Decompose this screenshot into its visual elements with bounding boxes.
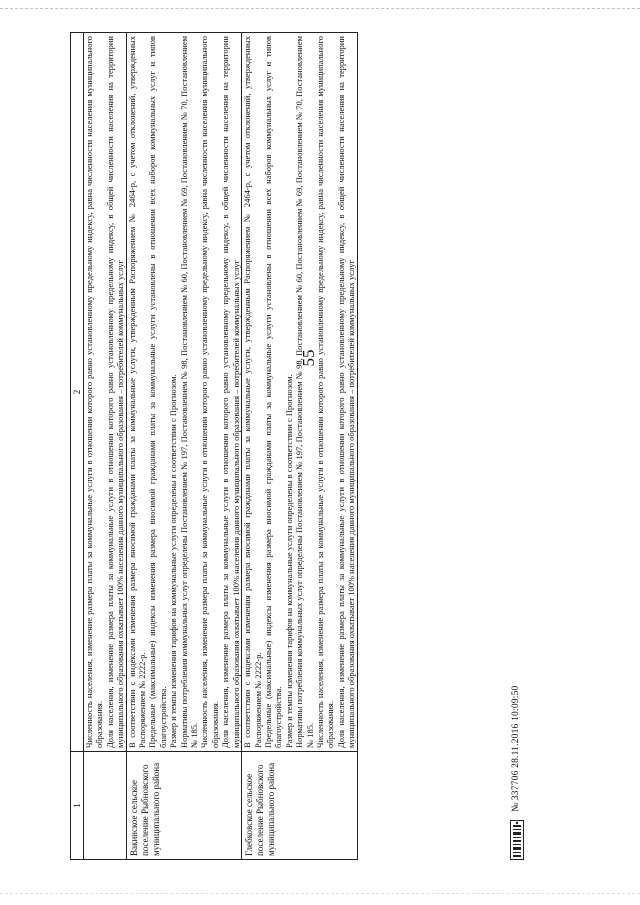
stamp-text: № 337706 28.11.2016 10:09:50: [511, 685, 521, 812]
paragraph: В соответствии с индексами изменения размера вносимой гражданами платы за коммунальные услуги, утвержденным Распоряжением № 2464-р, с учетом отклонений, утвержденных Распоряжением № 2222-р.: [242, 36, 263, 748]
paragraph: Нормативы потребления коммунальных услуг определены Постановлением № 197, Постановлением № 98, Постановлением № 60, Постановлением № 69, Постановлением № 70, Постановлением № 185.: [178, 36, 200, 748]
description-cell: [84, 33, 127, 752]
municipality-name: Вакинское сельское поселение Рыбновского муниципального района: [128, 762, 161, 856]
table-row: [242, 33, 357, 860]
column-header-2: 2: [71, 33, 84, 752]
scan-edge-top: [0, 8, 640, 9]
scan-edge-bottom: [0, 893, 640, 894]
paragraph: Доля населения, изменение размера платы за коммунальные услуги в отношении которого равно установленному предельному индексу, в общей численности населения на территории муниципального образования охватывает 100% населения данного муниципального образования – потребителей коммунальных услуг: [335, 36, 357, 748]
column-header-1: 1: [71, 752, 84, 860]
barcode-stamp-icon: [510, 820, 524, 860]
page-number: 55: [299, 349, 318, 367]
paragraph: В соответствии с индексами изменения размера вносимой гражданами платы за коммунальные услуги, утвержденным Распоряжением № 2464-р, с учетом отклонений, утвержденных Распоряжением № 2222-р.: [126, 36, 148, 748]
table-header-row: [71, 33, 84, 860]
paragraph: Нормативы потребления коммунальных услуг определены Постановлением № 197, Постановлением № 98, Постановлением № 60, Постановлением № 69, Постановлением № 70, Постановлением № 185.: [294, 36, 315, 748]
paragraph: Численность населения, изменение размера платы за коммунальные услуги в отношении которого равно установленному предельному индексу, равна численности населения муниципального образования.: [84, 36, 105, 748]
rotated-content: [70, 30, 521, 860]
municipality-name-cell: [84, 752, 127, 860]
paragraph: Доля населения, изменение размера платы за коммунальные услуги в отношении которого равно установленному предельному индексу, в общей численности населения на территории муниципального образования охватывает 100% населения данного муниципального образования – потребителей коммунальных услуг: [220, 36, 241, 748]
paragraph: Предельные (максимальные) индексы изменения размера вносимой гражданами платы за коммунальные услуги установлены в отношении всех наборов коммунальных услуг и типов благоустройства.: [262, 36, 284, 748]
data-table: [70, 32, 358, 860]
description-cell: [242, 33, 357, 752]
description-cell: [126, 33, 241, 752]
paragraph: Доля населения, изменение размера платы за коммунальные услуги в отношении которого равно установленному предельному индексу, в общей численности населения на территории муниципального образования охватывает 100% населения данного муниципального образования – потребителей коммунальных услуг: [104, 36, 126, 748]
paragraph: Размер и темпы изменения тарифов на коммунальные услуги определены в соответствии с Прогнозом.: [168, 374, 179, 748]
table-row: [126, 33, 241, 860]
municipality-name-cell: [126, 752, 241, 860]
municipality-name-cell: [242, 752, 357, 860]
registration-stamp: [508, 30, 528, 860]
municipality-name: Глебковское сельское поселение Рыбновского муниципального района: [244, 762, 277, 856]
paragraph: Численность населения, изменение размера платы за коммунальные услуги в отношении которого равно установленному предельному индексу, равна численности населения муниципального образования.: [199, 36, 220, 748]
paragraph: Численность населения, изменение размера платы за коммунальные услуги в отношении которого равно установленному предельному индексу, равна численности населения муниципального образования.: [314, 36, 336, 748]
paragraph: Предельные (максимальные) индексы изменения размера вносимой гражданами платы за коммунальные услуги установлены в отношении всех наборов коммунальных услуг и типов благоустройства.: [147, 36, 168, 748]
table-row-continued: [84, 33, 127, 860]
paragraph: Размер и темпы изменения тарифов на коммунальные услуги определены в соответствии с Прогнозом.: [283, 374, 294, 748]
